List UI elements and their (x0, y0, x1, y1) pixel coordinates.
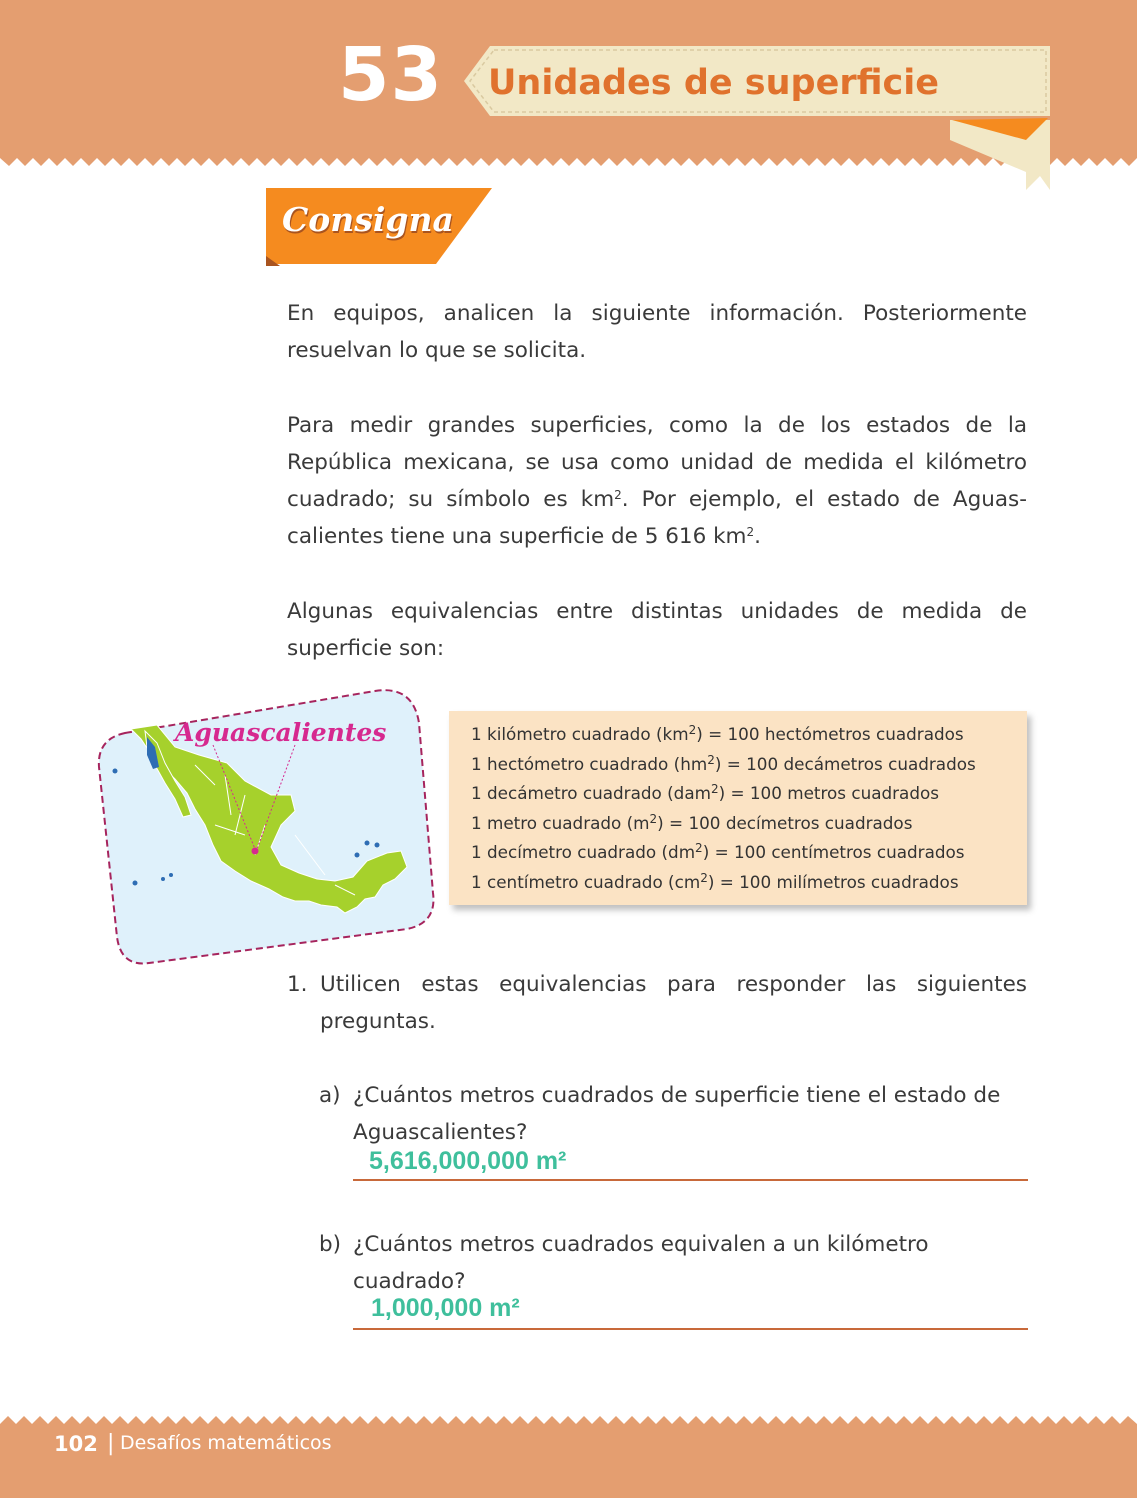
line-text: cuadrado; su símbolo es km (287, 487, 615, 512)
question-text: ¿Cuántos metros cuadrados equivalen a un kilómetro cuadrado? (353, 1232, 929, 1294)
footer-band (0, 1414, 1137, 1498)
equivalence-text: ) = 100 metros cuadrados (718, 783, 940, 803)
equivalences-intro: Algunas equivalencias entre distintas unidades de medida de superficie son: (287, 599, 1027, 661)
equivalence-text: ) = 100 decímetros cuadrados (657, 812, 913, 833)
consigna-label: Consigna (282, 200, 454, 239)
superscript: 2 (746, 525, 755, 539)
superscript: 2 (688, 723, 697, 737)
equivalence-item (471, 809, 1027, 839)
paragraph-line: República mexicana, se usa como unidad de medida el kilómetro (287, 450, 1027, 475)
superscript: 2 (710, 782, 719, 796)
paragraph-line (287, 518, 1027, 555)
page-number: 102 (54, 1432, 98, 1456)
equivalence-text: ) = 100 hectómetros cuadrados (696, 724, 964, 744)
superscript: 2 (649, 811, 658, 826)
question-number: 1. (287, 972, 308, 997)
answer-b: 1,000,000 m² (371, 1294, 520, 1322)
paragraph-line: Para medir grandes superficies, como la de los estados de la (287, 413, 1027, 438)
equivalence-text: 1 metro cuadrado (m (471, 812, 650, 833)
question-letter: a) (319, 1083, 341, 1108)
footer-separator: | (107, 1431, 115, 1456)
line-text: . Por ejemplo, el estado de Aguas- (621, 487, 1027, 512)
question-text: Utilicen estas equivalencias para responder las siguientes preguntas. (320, 972, 1027, 1034)
answer-line-a[interactable] (353, 1179, 1028, 1181)
question-b (319, 1226, 1029, 1300)
line-text: . (754, 524, 761, 549)
superscript: 2 (695, 841, 703, 855)
equivalence-item (471, 838, 1027, 868)
question-a (319, 1077, 1029, 1151)
lesson-title: Unidades de superficie (488, 63, 940, 103)
line-text: calientes tiene una superficie de 5 616 km (287, 524, 747, 549)
book-title: Desafíos matemáticos (120, 1432, 332, 1454)
answer-line-b[interactable] (353, 1328, 1028, 1330)
superficie-paragraph (287, 407, 1027, 555)
paragraph-line (287, 481, 1027, 518)
equivalence-item (471, 750, 1027, 780)
map-label-aguascalientes: Aguascalientes (175, 718, 387, 747)
equivalence-text: 1 kilómetro cuadrado (km (471, 724, 689, 744)
question-text: ¿Cuántos metros cuadrados de superficie tiene el estado de Aguascalientes? (353, 1083, 1001, 1145)
equivalence-item (471, 868, 1027, 898)
lesson-number: 53 (338, 32, 443, 118)
equivalence-text: 1 centímetro cuadrado (cm (471, 871, 701, 892)
question-1 (287, 966, 1027, 1040)
equivalence-text: ) = 100 centímetros cuadrados (702, 842, 965, 862)
superscript: 2 (614, 488, 622, 502)
superscript: 2 (707, 752, 715, 767)
equivalences-box (449, 711, 1027, 905)
equivalence-text: ) = 100 milímetros cuadrados (707, 871, 959, 892)
equivalence-text: 1 decámetro cuadrado (dam (471, 783, 711, 803)
equivalence-item (471, 720, 1027, 750)
equivalence-text: 1 hectómetro cuadrado (hm (471, 753, 708, 774)
question-letter: b) (319, 1232, 342, 1257)
equivalence-text: ) = 100 decámetros cuadrados (714, 753, 976, 774)
equivalence-text: 1 decímetro cuadrado (dm (471, 842, 696, 862)
instruction-paragraph: En equipos, analicen la siguiente información. Posteriormente resuelvan lo que se solicita. (287, 301, 1027, 363)
equivalences-list (449, 711, 1027, 897)
superscript: 2 (700, 870, 708, 885)
equivalence-item (471, 779, 1027, 809)
answer-a: 5,616,000,000 m² (369, 1147, 567, 1175)
